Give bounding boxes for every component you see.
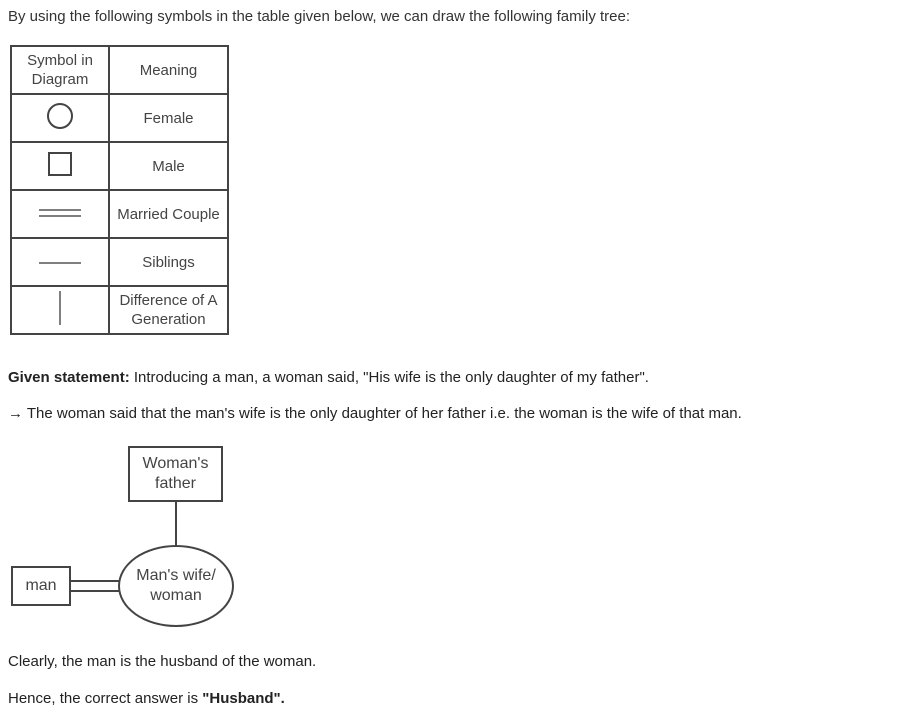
meaning-cell: Female	[109, 94, 228, 142]
meaning-cell: Married Couple	[109, 190, 228, 238]
answer-value: "Husband".	[202, 690, 285, 707]
wife-node-label: Man's wife/ woman	[136, 567, 216, 604]
man-node: man	[11, 566, 71, 606]
meaning-cell: Male	[109, 142, 228, 190]
header-meaning: Meaning	[109, 46, 228, 94]
meaning-cell: Difference of A Generation	[109, 286, 228, 334]
answer-prefix: Hence, the correct answer is	[8, 690, 203, 707]
given-text: Introducing a man, a woman said, "His wife is the only daughter of my father".	[129, 369, 649, 386]
intro-text: By using the following symbols in the table given below, we can draw the following family tree:	[8, 8, 630, 25]
wife-node	[118, 545, 234, 627]
header-symbol: Symbol in Diagram	[11, 46, 109, 94]
answer-text	[8, 690, 285, 707]
given-label: Given statement:	[8, 369, 130, 386]
conclusion-text: Clearly, the man is the husband of the woman.	[8, 653, 317, 670]
explanation-text: → The woman said that the man's wife is the only daughter of her father i.e. the woman is the wife of that man.	[8, 405, 742, 422]
father-node: Woman's father	[128, 446, 223, 502]
meaning-cell: Siblings	[109, 238, 228, 286]
